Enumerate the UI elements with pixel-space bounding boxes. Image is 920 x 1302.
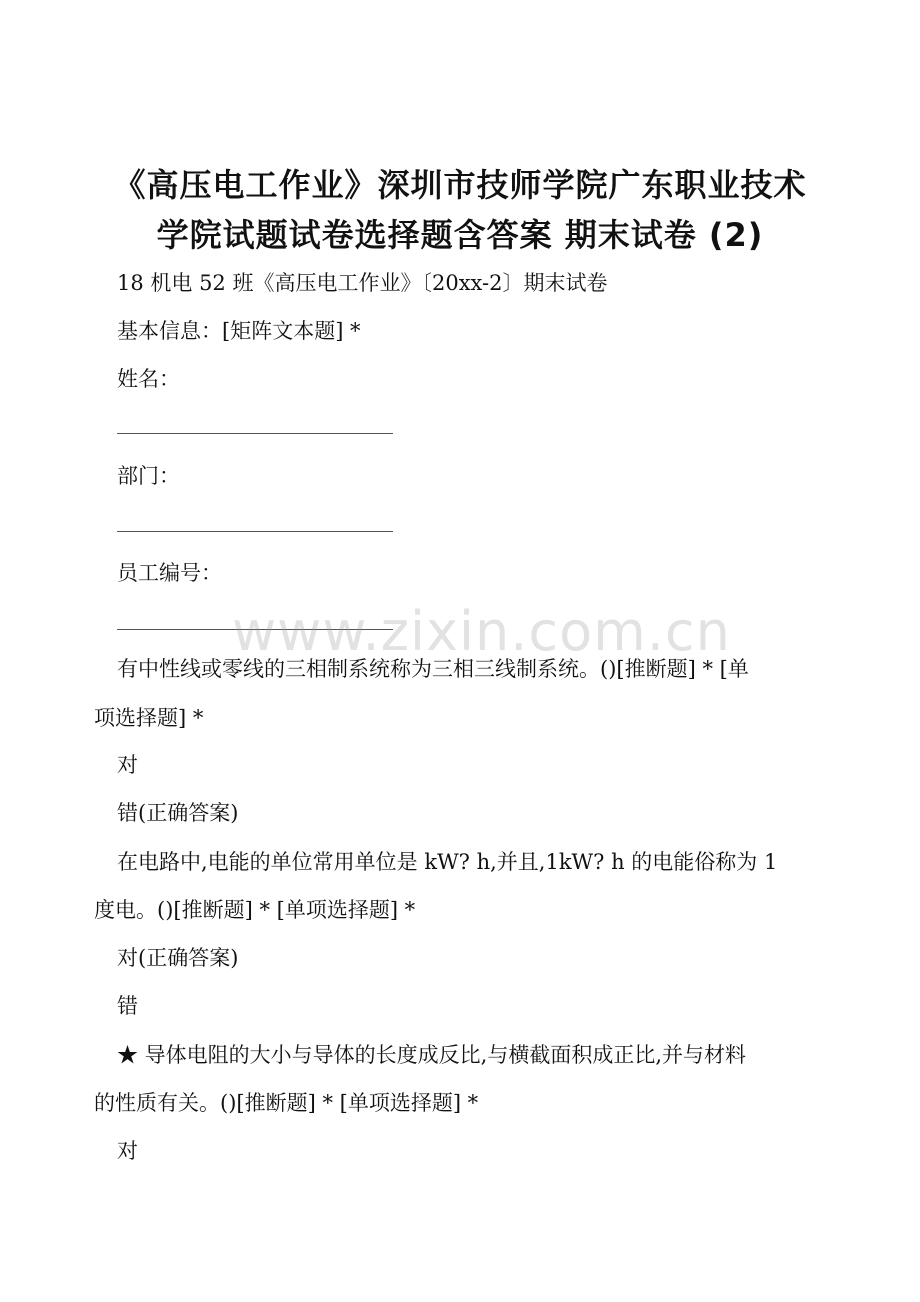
question-3-text: ★ 导体电阻的大小与导体的长度成反比,与横截面积成正比,并与材料	[117, 1043, 747, 1067]
question-2-text: 在电路中,电能的单位常用单位是 kW? h,并且,1kW? h 的电能俗称为 1	[117, 850, 778, 874]
question-1-text-cont: 项选择题] *	[94, 706, 204, 730]
employee-id-label: 员工编号：	[117, 561, 222, 585]
question-2-option-b[interactable]: 错	[117, 994, 138, 1018]
question-3-option-a[interactable]: 对	[117, 1139, 138, 1163]
document-title-line-1: 《高压电工作业》深圳市技师学院广东职业技术	[113, 166, 807, 204]
watermark-text: www.zixin.com.cn	[232, 600, 731, 663]
department-label: 部门：	[117, 464, 180, 488]
exam-subtitle: 18 机电 52 班《高压电工作业》〔20xx-2〕期末试卷	[117, 271, 608, 295]
question-2-option-a[interactable]: 对(正确答案)	[117, 946, 239, 970]
document-title-line-2: 学院试题试卷选择题含答案 期末试卷 (2)	[156, 216, 764, 254]
question-1-text: 有中性线或零线的三相制系统称为三相三线制系统。()[推断题] * [单	[117, 657, 749, 681]
department-input-line[interactable]	[117, 531, 393, 532]
name-label: 姓名：	[117, 367, 180, 391]
question-2-text-cont: 度电。()[推断题] * [单项选择题] *	[94, 898, 416, 922]
basic-info-heading: 基本信息：[矩阵文本题] *	[117, 319, 361, 343]
name-input-line[interactable]	[117, 433, 393, 434]
question-1-option-a[interactable]: 对	[117, 753, 138, 777]
question-1-option-b[interactable]: 错(正确答案)	[117, 801, 239, 825]
question-3-text-cont: 的性质有关。()[推断题] * [单项选择题] *	[94, 1091, 479, 1115]
